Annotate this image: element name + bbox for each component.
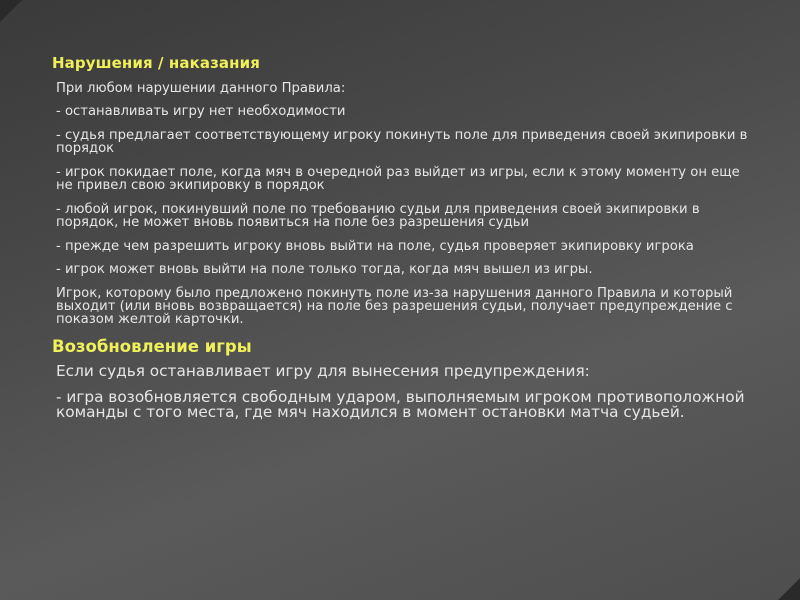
restart-body: [52, 361, 752, 422]
paragraph: - любой игрок, покинувший поле по требованию судьи для приведения своей экипировки в порядок, не может вновь появиться на поле без разрешения судьи: [56, 201, 700, 231]
slide-content: [52, 54, 752, 432]
corner-decoration-top-left: [0, 0, 22, 22]
paragraph: При любом нарушении данного Правила:: [56, 81, 346, 96]
paragraph: - судья предлагает соответствующему игроку покинуть поле для приведения своей экипировки в порядок: [56, 127, 748, 157]
corner-decoration-bottom-right: [778, 578, 800, 600]
section-title-violations: Нарушения / наказания: [52, 54, 260, 72]
section-title-restart: Возобновление игры: [52, 336, 252, 356]
paragraph: - останавливать игру нет необходимости: [56, 104, 346, 120]
paragraph: - игрок покидает поле, когда мяч в очередной раз выйдет из игры, если к этому моменту он еще не привел свою экипировку в порядок: [56, 164, 740, 194]
paragraph: - игрок может вновь выйти на поле только тогда, когда мяч вышел из игры.: [56, 262, 593, 278]
paragraph: - игра возобновляется свободным ударом, выполняемым игроком противоположной команды с того места, где мяч находился в момент остановки матча судьей.: [56, 388, 745, 422]
violations-body: [52, 82, 752, 327]
paragraph: Если судья останавливает игру для вынесения предупреждения:: [56, 361, 590, 380]
paragraph: - прежде чем разрешить игроку вновь выйти на поле, судья проверяет экипировку игрока: [56, 238, 694, 254]
paragraph: Игрок, которому было предложено покинуть поле из-за нарушения данного Правила и который выходит (или вновь возвращается) на поле без разрешения судьи, получает предупреждение с показом желтой карточки.: [56, 285, 733, 328]
